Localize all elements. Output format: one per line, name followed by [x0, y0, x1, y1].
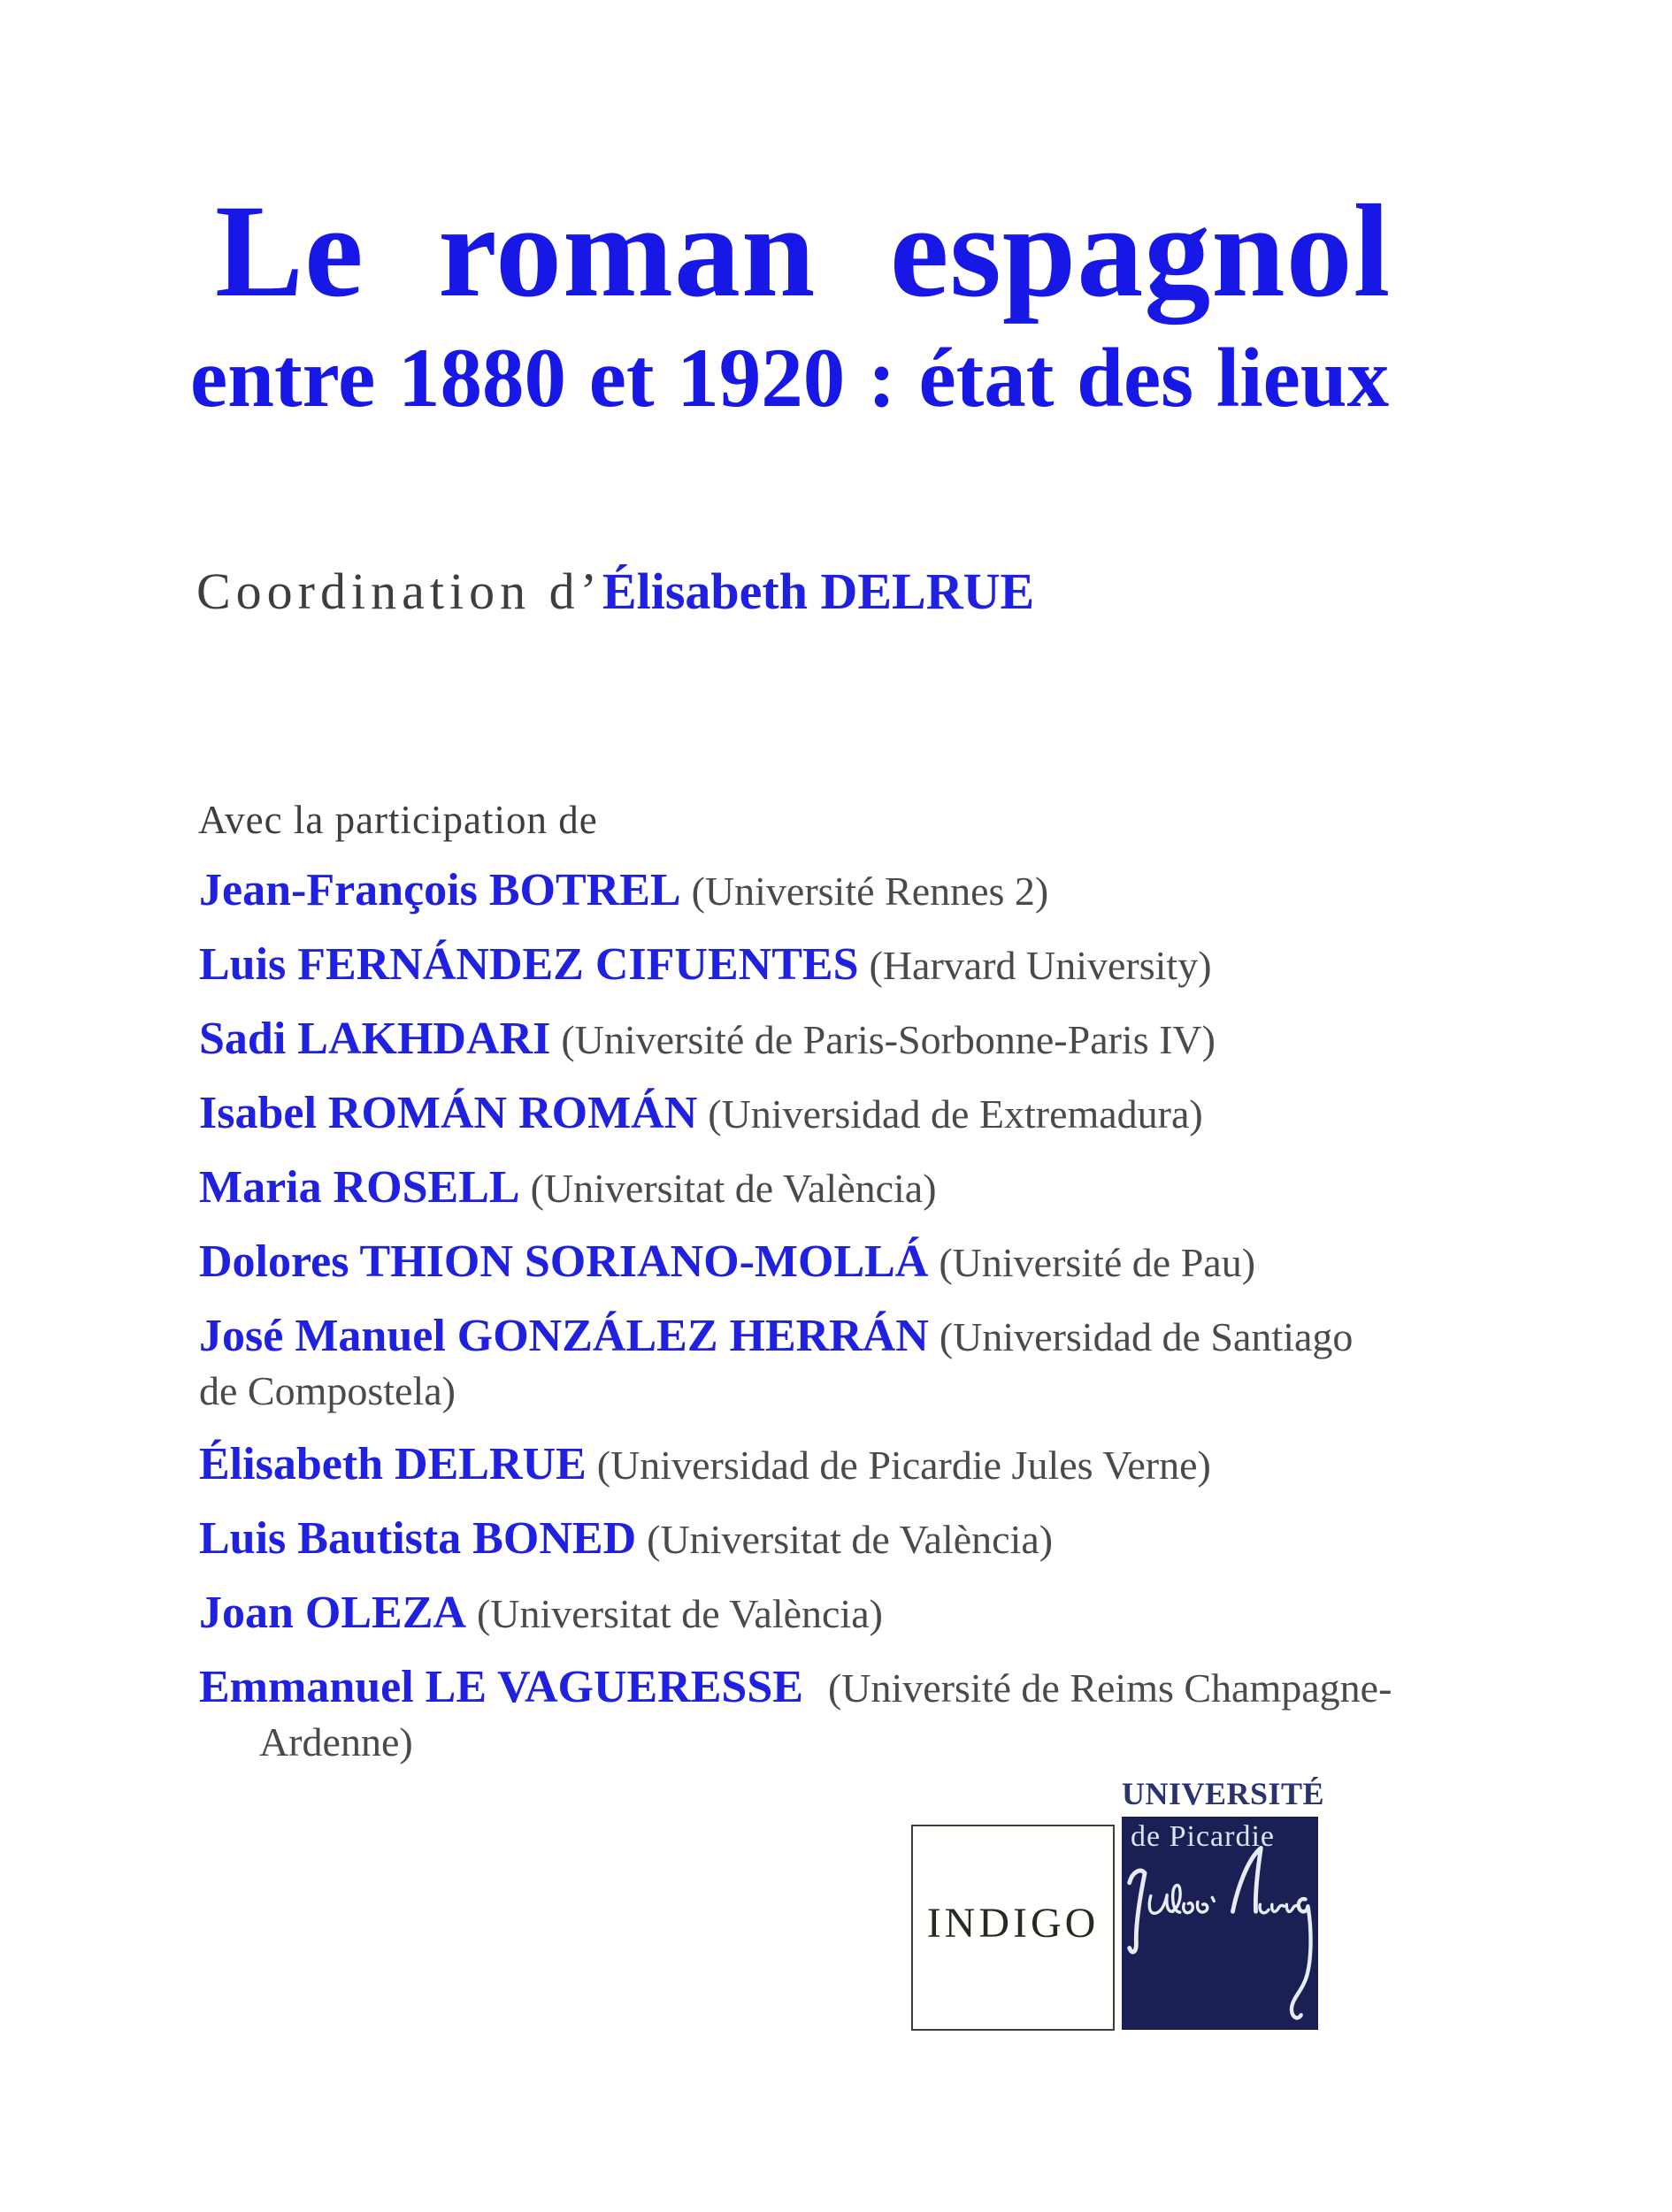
book-subtitle: entre 1880 et 1920 : état des lieux	[190, 331, 1390, 425]
indigo-publisher-logo	[911, 1825, 1115, 2031]
contributor-item	[199, 1662, 1513, 1774]
contributor-affiliation: (Universidad de Extremadura)	[708, 1091, 1203, 1137]
contributor-affiliation-line1: (Université de Reims Champagne-	[827, 1665, 1392, 1711]
book-title: Le roman espagnol	[215, 178, 1392, 325]
contributor-item	[199, 865, 1513, 923]
contributor-affiliation: (Université de Paris-Sorbonne-Paris IV)	[561, 1017, 1216, 1062]
contributor-affiliation: (Universitat de València)	[647, 1517, 1054, 1562]
participation-heading: Avec la participation de	[198, 798, 598, 842]
contributor-affiliation-line2: Ardenne)	[259, 1719, 413, 1764]
contributor-affiliation: (Université de Pau)	[939, 1240, 1256, 1285]
contributor-name: Joan OLEZA	[199, 1588, 466, 1638]
de-picardie-label: de Picardie	[1131, 1820, 1275, 1853]
contributor-name: José Manuel GONZÁLEZ HERRÁN	[199, 1311, 929, 1361]
contributor-item	[199, 1014, 1513, 1072]
contributor-name: Sadi LAKHDARI	[199, 1014, 551, 1064]
contributor-item	[199, 1088, 1513, 1146]
contributor-item	[199, 939, 1513, 998]
contributor-affiliation-line1: (Universidad de Santiago	[939, 1314, 1354, 1359]
university-picardie-logo	[1122, 1776, 1325, 2030]
universite-navy-box	[1122, 1817, 1318, 2030]
contributor-name: Luis Bautista BONED	[199, 1513, 637, 1564]
contributor-affiliation: (Universitat de València)	[530, 1166, 937, 1211]
contributor-affiliation: (Universitat de València)	[476, 1591, 883, 1636]
coordination-prefix: Coordination d’	[196, 563, 602, 620]
universite-label: UNIVERSITÉ	[1122, 1776, 1325, 1811]
contributor-name: Jean-François BOTREL	[199, 865, 681, 915]
contributor-name: Emmanuel LE VAGUERESSE	[199, 1662, 803, 1712]
contributor-affiliation: (Harvard University)	[869, 943, 1212, 988]
contributor-name: Élisabeth DELRUE	[199, 1439, 587, 1489]
contributor-item	[199, 1162, 1513, 1221]
contributor-affiliation: (Université Rennes 2)	[691, 869, 1049, 914]
contributor-list	[199, 865, 1513, 1794]
contributor-name: Isabel ROMÁN ROMÁN	[199, 1088, 698, 1138]
contributor-affiliation: (Universidad de Picardie Jules Verne)	[596, 1443, 1211, 1488]
contributor-name: Dolores THION SORIANO-MOLLÁ	[199, 1236, 929, 1287]
indigo-logo-label: INDIGO	[926, 1900, 1100, 1947]
coordinator-name: Élisabeth DELRUE	[602, 563, 1035, 620]
contributor-item	[199, 1311, 1513, 1423]
contributor-item	[199, 1439, 1513, 1497]
jules-verne-signature-icon	[1122, 1817, 1318, 2030]
contributor-name: Maria ROSELL	[199, 1162, 520, 1213]
contributor-name: Luis FERNÁNDEZ CIFUENTES	[199, 939, 859, 990]
coordination-line	[196, 561, 1034, 623]
contributor-item	[199, 1236, 1513, 1295]
contributor-item	[199, 1513, 1513, 1572]
contributor-item	[199, 1588, 1513, 1646]
contributor-affiliation-line2: de Compostela)	[199, 1368, 456, 1413]
